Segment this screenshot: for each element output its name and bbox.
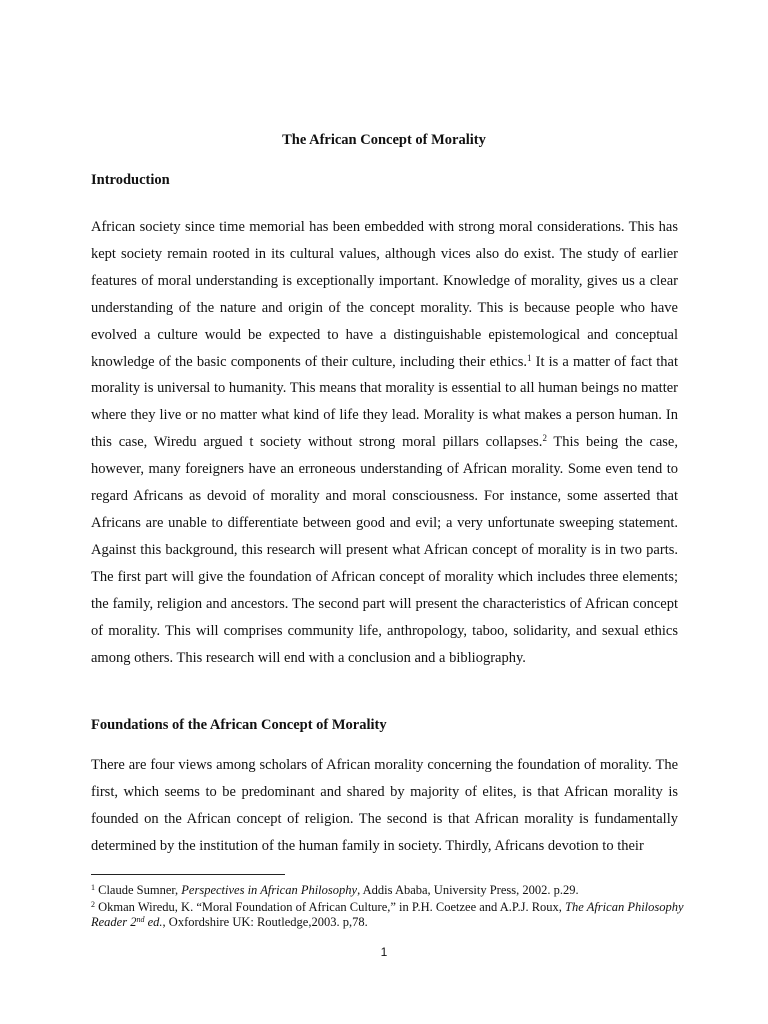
- footnote-separator: [91, 874, 285, 875]
- footnote-1: [91, 883, 691, 898]
- footnote-2-title-superscript: nd: [136, 915, 145, 924]
- footnote-ref-2[interactable]: 2: [542, 433, 547, 444]
- document-title: The African Concept of Morality: [282, 132, 486, 148]
- intro-text-part-1: African society since time memorial has been embedded with strong moral considerations. This has kept society remain rooted in its cultural values, although vices also do exist. The study of earlier features of moral understanding is exceptionally important. Knowledge of morality, gives us a clear understanding of the nature and origin of the concept morality. This is because people who have evolved a culture would be expected to have a distinguishable epistemological and conceptual knowledge of the basic components of their culture, including their ethics.: [91, 219, 678, 370]
- footnote-1-text-after: , Addis Ababa, University Press, 2002. p.29.: [357, 883, 579, 897]
- section-heading-introduction: Introduction: [91, 172, 170, 188]
- introduction-paragraph: [91, 214, 678, 671]
- section-heading-foundations: Foundations of the African Concept of Morality: [91, 717, 387, 733]
- footnote-1-text-before: Claude Sumner,: [95, 883, 182, 897]
- footnote-2-text-after: , Oxfordshire UK: Routledge,2003. p,78.: [162, 915, 368, 929]
- page-number: 1: [380, 945, 388, 959]
- foundations-paragraph: There are four views among scholars of African morality concerning the foundation of morality. The first, which seems to be predominant and shared by majority of elites, is that African morality is founded on the African concept of religion. The second is that African morality is fundamentally determined by the institution of the human family in society. Thirdly, Africans devotion to their: [91, 757, 678, 854]
- intro-text-part-3: This being the case, however, many foreigners have an erroneous understanding of African morality. Some even tend to regard Africans as devoid of morality and moral consciousness. For instance, some asserted that Africans are unable to differentiate between good and evil; a very unfortunate sweeping statement. Against this background, this research will present what African concept of morality is in two parts. The first part will give the foundation of African concept of morality which includes three elements; the family, religion and ancestors. The second part will present the characteristics of African concept of morality. This will comprises community life, anthropology, taboo, solidarity, and sexual ethics among others. This research will end with a conclusion and a bibliography.: [91, 434, 678, 666]
- footnote-2-title-text: The African Philosophy Reader 2: [91, 900, 684, 929]
- footnote-2: [91, 900, 691, 930]
- footnote-2-number: 2: [91, 900, 95, 909]
- footnote-1-number: 1: [91, 883, 95, 892]
- footnote-ref-1[interactable]: 1: [526, 352, 532, 363]
- footnote-1-book-title: Perspectives in African Philosophy: [181, 883, 358, 897]
- footnote-2-text-before: Okman Wiredu, K. “Moral Foundation of African Culture,” in P.H. Coetzee and A.P.J. Roux,: [95, 900, 566, 914]
- intro-text-part-2: It is a matter of fact that morality is universal to humanity. This means that morality is essential to all human beings no matter where they live or no matter what kind of life they lead. Morality is what makes a person human. In this case, Wiredu argued t society without strong moral pillars collapses.: [91, 353, 678, 451]
- footnote-2-title-edition: ed.: [144, 915, 163, 929]
